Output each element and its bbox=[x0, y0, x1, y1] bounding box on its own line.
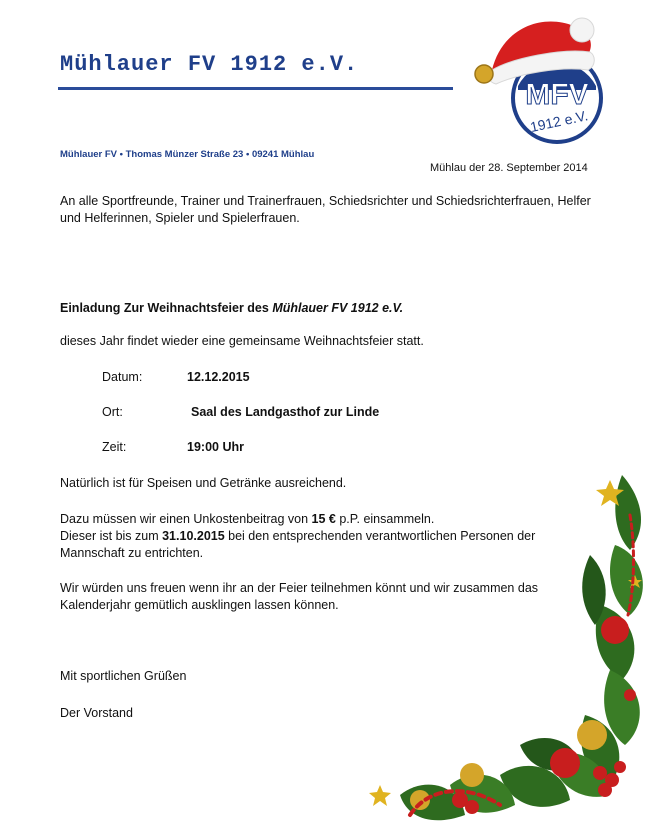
signature: Der Vorstand bbox=[60, 706, 133, 720]
food-note: Natürlich ist für Speisen und Getränke ausreichend. bbox=[60, 476, 347, 490]
place-label: Ort: bbox=[102, 405, 123, 419]
club-logo bbox=[462, 8, 612, 148]
club-title: Mühlauer FV 1912 e.V. bbox=[60, 52, 359, 77]
salutation: An alle Sportfreunde, Trainer und Trainerfrauen, Schiedsrichter und Schiedsrichterfrauen, Helfer und Helferinnen, Spieler und Spielerfrauen. bbox=[60, 194, 591, 225]
greeting: Mit sportlichen Grüßen bbox=[60, 669, 187, 683]
time-value: 19:00 Uhr bbox=[187, 440, 244, 454]
place-value: Saal des Landgasthof zur Linde bbox=[191, 405, 380, 419]
heading-club-name: Mühlauer FV 1912 e.V. bbox=[272, 301, 404, 315]
title-rule bbox=[58, 87, 453, 90]
date-label: Datum: bbox=[102, 370, 143, 384]
sender-address: Mühlauer FV • Thomas Münzer Straße 23 • 09241 Mühlau bbox=[60, 149, 315, 160]
time-label: Zeit: bbox=[102, 440, 127, 454]
contribution-deadline: 31.10.2015 bbox=[162, 529, 225, 543]
christmas-garland-decoration bbox=[360, 455, 656, 826]
contribution-amount: 15 € bbox=[311, 512, 336, 526]
invitation-heading bbox=[60, 300, 600, 317]
logo-letters: MFV bbox=[525, 78, 589, 111]
logo-year-text: 1912 e.V. bbox=[528, 107, 590, 136]
contribution-line-2a: Dieser ist bis zum bbox=[60, 529, 163, 543]
contribution-line-1b: p.P. einsammeln. bbox=[335, 512, 435, 526]
contribution-line-2b: bei den entsprechenden verantwortlichen Personen der Mannschaft zu entrichten. bbox=[60, 529, 536, 560]
date-value: 12.12.2015 bbox=[187, 370, 250, 384]
intro-text: dieses Jahr findet wieder eine gemeinsame Weihnachtsfeier statt. bbox=[60, 334, 424, 348]
heading-prefix: Einladung Zur Weihnachtsfeier des bbox=[60, 301, 273, 315]
closing-note: Wir würden uns freuen wenn ihr an der Feier teilnehmen könnt und wir zusammen das Kalenderjahr gemütlich ausklingen lassen können. bbox=[60, 581, 539, 612]
holly-leaves-icon bbox=[400, 475, 643, 820]
letter-date: Mühlau der 28. September 2014 bbox=[430, 162, 588, 174]
contribution-line-1a: Dazu müssen wir einen Unkostenbeitrag von bbox=[60, 512, 312, 526]
